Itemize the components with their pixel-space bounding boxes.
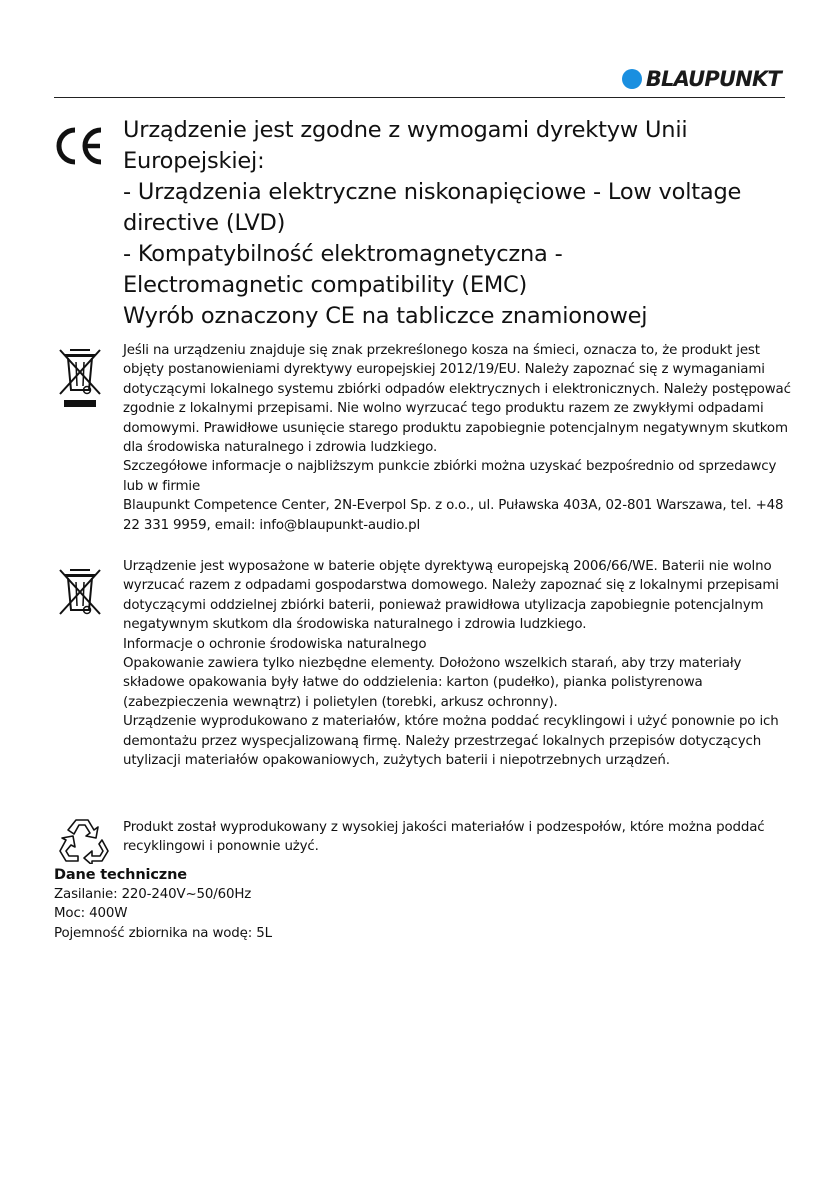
weee-section	[123, 341, 791, 535]
recycle-paragraph: Produkt został wyprodukowany z wysokiej jakości materiałów i podzespołów, które można poddać recyklingowi i ponownie użyć.	[123, 820, 765, 855]
recycle-icon	[58, 816, 110, 864]
ce-mark-icon	[54, 126, 106, 166]
ce-line: Electromagnetic compatibility (EMC)	[123, 272, 528, 298]
packaging-paragraph: Opakowanie zawiera tylko niezbędne elementy. Dołożono wszelkich starań, aby trzy materiały składowe opakowania były łatwe do oddzielenia: karton (pudełko), pianka polistyrenowa (zabezpieczenia wewnątrz) i polietylen (torebki, arkusz ochronny).	[123, 656, 742, 710]
brand-dot-icon	[622, 69, 642, 89]
recycle-section	[123, 818, 791, 857]
tech-data-title: Dane techniczne	[54, 867, 187, 883]
ce-line: Wyrób oznaczony CE na tabliczce znamionowej	[123, 303, 648, 329]
tech-data-item: Pojemność zbiornika na wodę: 5L	[54, 925, 272, 941]
ce-line: - Kompatybilność elektromagnetyczna -	[123, 241, 563, 267]
brand-name: BLAUPUNKT	[645, 67, 781, 91]
weee-contact: Blaupunkt Competence Center, 2N-Everpol Sp. z o.o., ul. Puławska 403A, 02-801 Warszawa, tel. +48 22 331 9959, email: info@blaupunkt-audio.pl	[123, 498, 784, 533]
tech-data-item: Moc: 400W	[54, 906, 128, 922]
env-heading: Informacje o ochronie środowiska naturalnego	[123, 636, 427, 652]
battery-section	[123, 557, 791, 770]
recycling-paragraph: Urządzenie wyprodukowano z materiałów, które można poddać recyklingowi i użyć ponownie po ich demontażu przez wyspecjalizowaną firmę. Należy przestrzegać lokalnych przepisów dotyczących utylizacji materiałów opakowaniowych, zużytych baterii i niepotrzebnych urządzeń.	[123, 714, 779, 769]
ce-declaration	[123, 115, 793, 332]
ce-line: directive (LVD)	[123, 210, 286, 236]
tech-data-item: Zasilanie: 220-240V~50/60Hz	[54, 887, 252, 903]
crossed-bin-weee-icon	[56, 346, 104, 408]
ce-line: Europejskiej:	[123, 148, 265, 174]
ce-line: - Urządzenia elektryczne niskonapięciowe - Low voltage	[123, 179, 742, 205]
weee-paragraph: Jeśli na urządzeniu znajduje się znak przekreślonego kosza na śmieci, oznacza to, że produkt jest objęty postanowieniami dyrektywy europejskiej 2012/19/EU. Należy zapoznać się z wymaganiami dotyczącymi lokalnego systemu zbiórki odpadów elektrycznych i elektronicznych. Należy postępować zgodnie z lokalnymi przepisami. Nie wolno wyrzucać tego produktu razem ze zwykłymi odpadami domowymi. Prawidłowe usunięcie starego produktu zapobiegnie potencjalnym negatywnym skutkom dla środowiska naturalnego i zdrowia ludzkiego.	[123, 343, 791, 456]
battery-paragraph: Urządzenie jest wyposażone w baterie objęte dyrektywą europejską 2006/66/WE. Baterii nie wolno wyrzucać razem z odpadami gospodarstwa domowego. Należy zapoznać się z lokalnymi przepisami dotyczącymi oddzielnej zbiórki baterii, ponieważ prawidłowa utylizacja zapobiegnie potencjalnym negatywnym skutkom dla środowiska naturalnego i zdrowia ludzkiego.	[123, 559, 779, 633]
tech-data-section	[54, 866, 272, 943]
weee-info: Szczegółowe informacje o najbliższym punkcie zbiórki można uzyskać bezpośrednio od sprzedawcy lub w firmie	[123, 459, 777, 494]
brand-logo	[622, 66, 781, 92]
crossed-bin-battery-icon	[56, 566, 104, 618]
header-divider	[54, 97, 785, 98]
ce-line: Urządzenie jest zgodne z wymogami dyrektyw Unii	[123, 117, 688, 143]
